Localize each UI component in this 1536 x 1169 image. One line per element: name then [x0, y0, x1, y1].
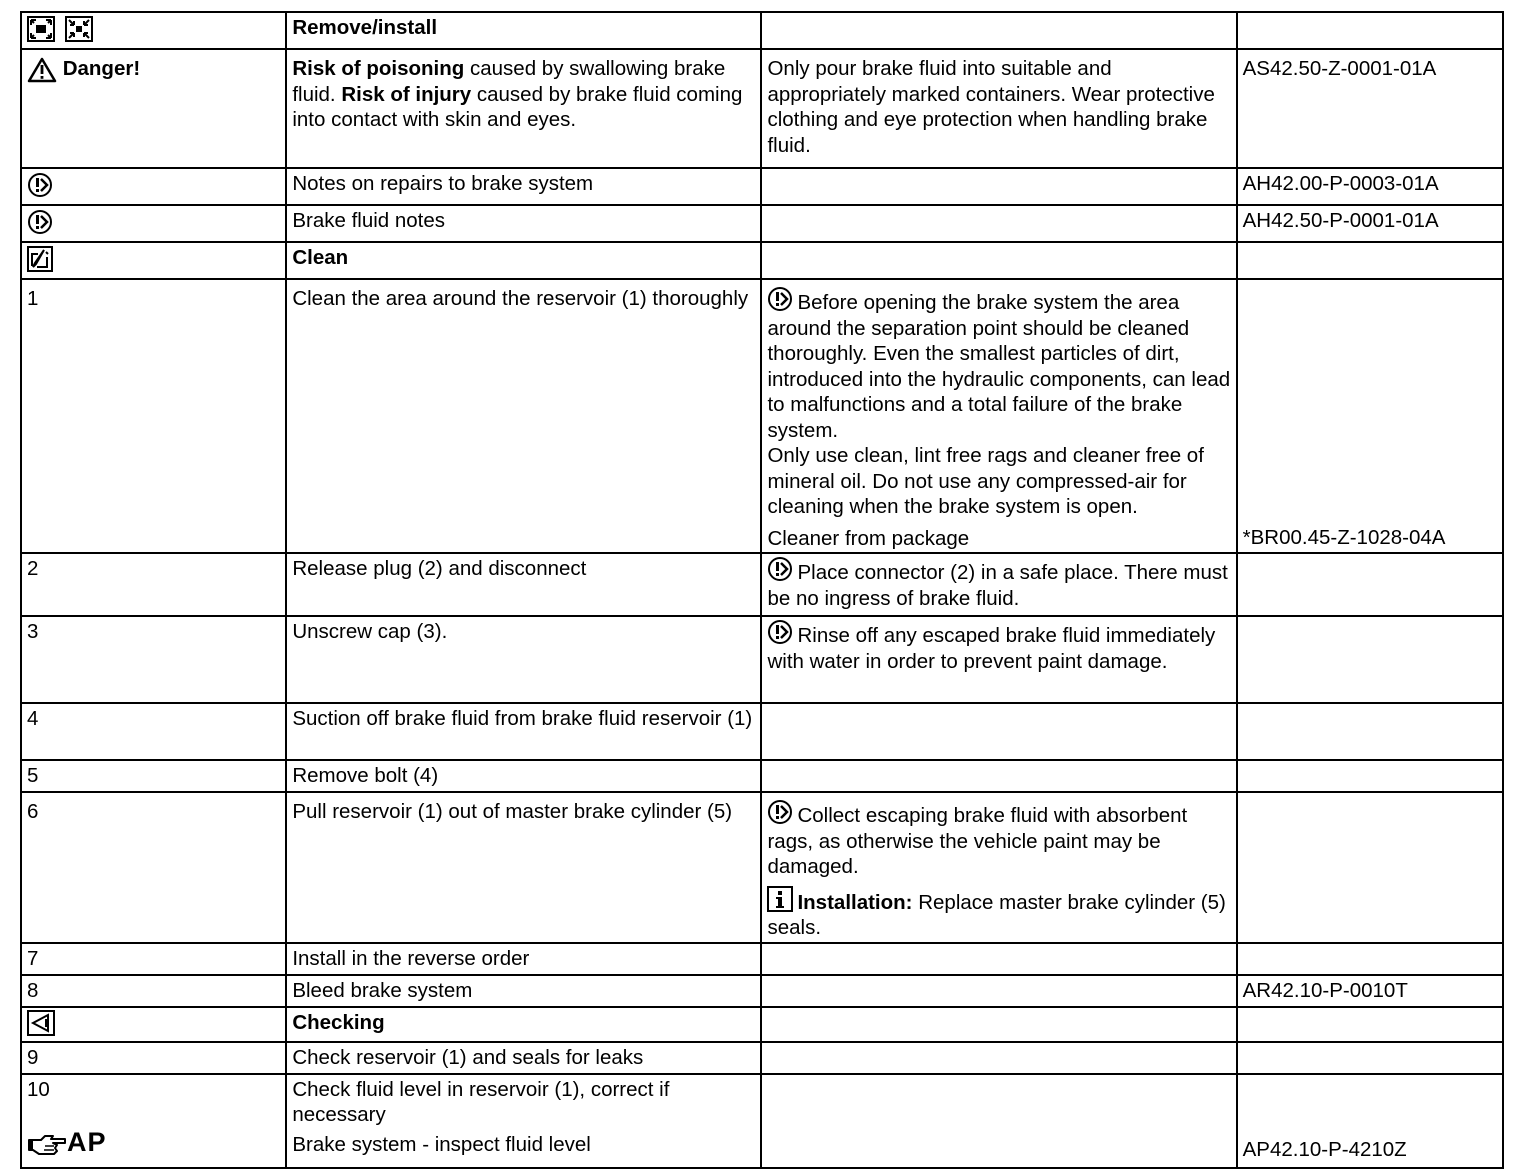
step-number: 3	[21, 616, 286, 703]
step-action: Check reservoir (1) and seals for leaks	[286, 1042, 761, 1074]
note-text: Notes on repairs to brake system	[286, 168, 761, 205]
step-row	[21, 792, 1503, 943]
installation-note: Installation: Replace master brake cylinder (5) seals.	[767, 886, 1230, 941]
header-row	[21, 12, 1503, 49]
step-action: Suction off brake fluid from brake fluid reservoir (1)	[286, 703, 761, 760]
step-action: Pull reservoir (1) out of master brake cylinder (5)	[286, 792, 761, 943]
header-title: Remove/install	[286, 12, 761, 49]
step-row	[21, 760, 1503, 792]
step-row	[21, 1074, 1503, 1168]
step-row	[21, 279, 1503, 553]
note-icon	[767, 286, 793, 312]
step-number: 8	[21, 975, 286, 1007]
section-clean-row	[21, 242, 1503, 279]
note-icon	[27, 209, 53, 235]
checking-icon	[27, 1010, 55, 1036]
note-icon	[767, 556, 793, 582]
note-ref[interactable]: AH42.50-P-0001-01A	[1237, 205, 1503, 242]
ap-ref[interactable]: AP42.10-P-4210Z	[1242, 1138, 1407, 1161]
danger-cell	[21, 49, 286, 168]
procedure-table	[20, 11, 1504, 1169]
step-extra: Cleaner from package	[767, 526, 970, 550]
danger-risk-text: Risk of poisoning caused by swallowing brake fluid. Risk of injury caused by brake fluid coming into contact with skin and eyes.	[286, 49, 761, 168]
section-check-row	[21, 1007, 1503, 1042]
step-action: Install in the reverse order	[286, 943, 761, 975]
step-row	[21, 1042, 1503, 1074]
step-number: 7	[21, 943, 286, 975]
step-ref[interactable]: AR42.10-P-0010T	[1237, 975, 1503, 1007]
warning-icon	[27, 57, 57, 83]
danger-row	[21, 49, 1503, 168]
ap-text: Brake system - inspect fluid level	[292, 1132, 591, 1156]
install-icon	[65, 16, 93, 42]
step-action: Release plug (2) and disconnect	[286, 553, 761, 616]
step-number-ap-cell	[21, 1074, 286, 1168]
step-action: Unscrew cap (3).	[286, 616, 761, 703]
section-clean-title: Clean	[286, 242, 761, 279]
note-row	[21, 168, 1503, 205]
ap-label: AP	[67, 1127, 107, 1157]
step-note: Collect escaping brake fluid with absorbent rags, as otherwise the vehicle paint may be damaged. Installation: Replace master brake cylinder (5) seals.	[761, 792, 1236, 943]
clean-icon	[27, 246, 53, 272]
step-row	[21, 616, 1503, 703]
step-row	[21, 703, 1503, 760]
note-text: Brake fluid notes	[286, 205, 761, 242]
danger-label: Danger!	[62, 57, 141, 80]
step-action: Clean the area around the reservoir (1) thoroughly	[286, 279, 761, 553]
header-icons	[21, 12, 286, 49]
note-icon	[767, 619, 793, 645]
step-number: 1	[21, 279, 286, 553]
step-ref: *BR00.45-Z-1028-04A	[1237, 279, 1503, 553]
note-ref[interactable]: AH42.00-P-0003-01A	[1237, 168, 1503, 205]
info-icon	[767, 886, 793, 912]
note-row	[21, 205, 1503, 242]
step-row	[21, 975, 1503, 1007]
section-check-title: Checking	[286, 1007, 761, 1042]
step-row	[21, 943, 1503, 975]
danger-instruction: Only pour brake fluid into suitable and appropriately marked containers. Wear protective clothing and eye protection when handling brake fluid.	[761, 49, 1236, 168]
step-number: 5	[21, 760, 286, 792]
step-action: Bleed brake system	[286, 975, 761, 1007]
step-note: Before opening the brake system the area around the separation point should be cleaned thoroughly. Even the smallest particles of dirt, introduced into the hydraulic components, can lead to malfunctions and a total failure of the brake system. Only use clean, lint free rags and cleaner free of mineral oil. Do not use any compressed-air for cleaning when the brake system is open. Cleaner from package	[761, 279, 1236, 553]
step-note: Place connector (2) in a safe place. There must be no ingress of brake fluid.	[761, 553, 1236, 616]
note-icon	[27, 172, 53, 198]
remove-icon	[27, 16, 55, 42]
ap-ref-cell	[1237, 1074, 1503, 1168]
step-number: 10	[27, 1077, 50, 1101]
step-row	[21, 553, 1503, 616]
step-action: Check fluid level in reservoir (1), correct if necessary	[292, 1077, 670, 1126]
step-note: Rinse off any escaped brake fluid immediately with water in order to prevent paint damage.	[761, 616, 1236, 703]
step-number: 9	[21, 1042, 286, 1074]
step-action-ap-cell	[286, 1074, 761, 1168]
step-number: 6	[21, 792, 286, 943]
note-icon	[767, 799, 793, 825]
step-number: 2	[21, 553, 286, 616]
step-number: 4	[21, 703, 286, 760]
danger-ref[interactable]: AS42.50-Z-0001-01A	[1237, 49, 1503, 168]
pointing-hand-icon	[27, 1134, 67, 1158]
step-action: Remove bolt (4)	[286, 760, 761, 792]
